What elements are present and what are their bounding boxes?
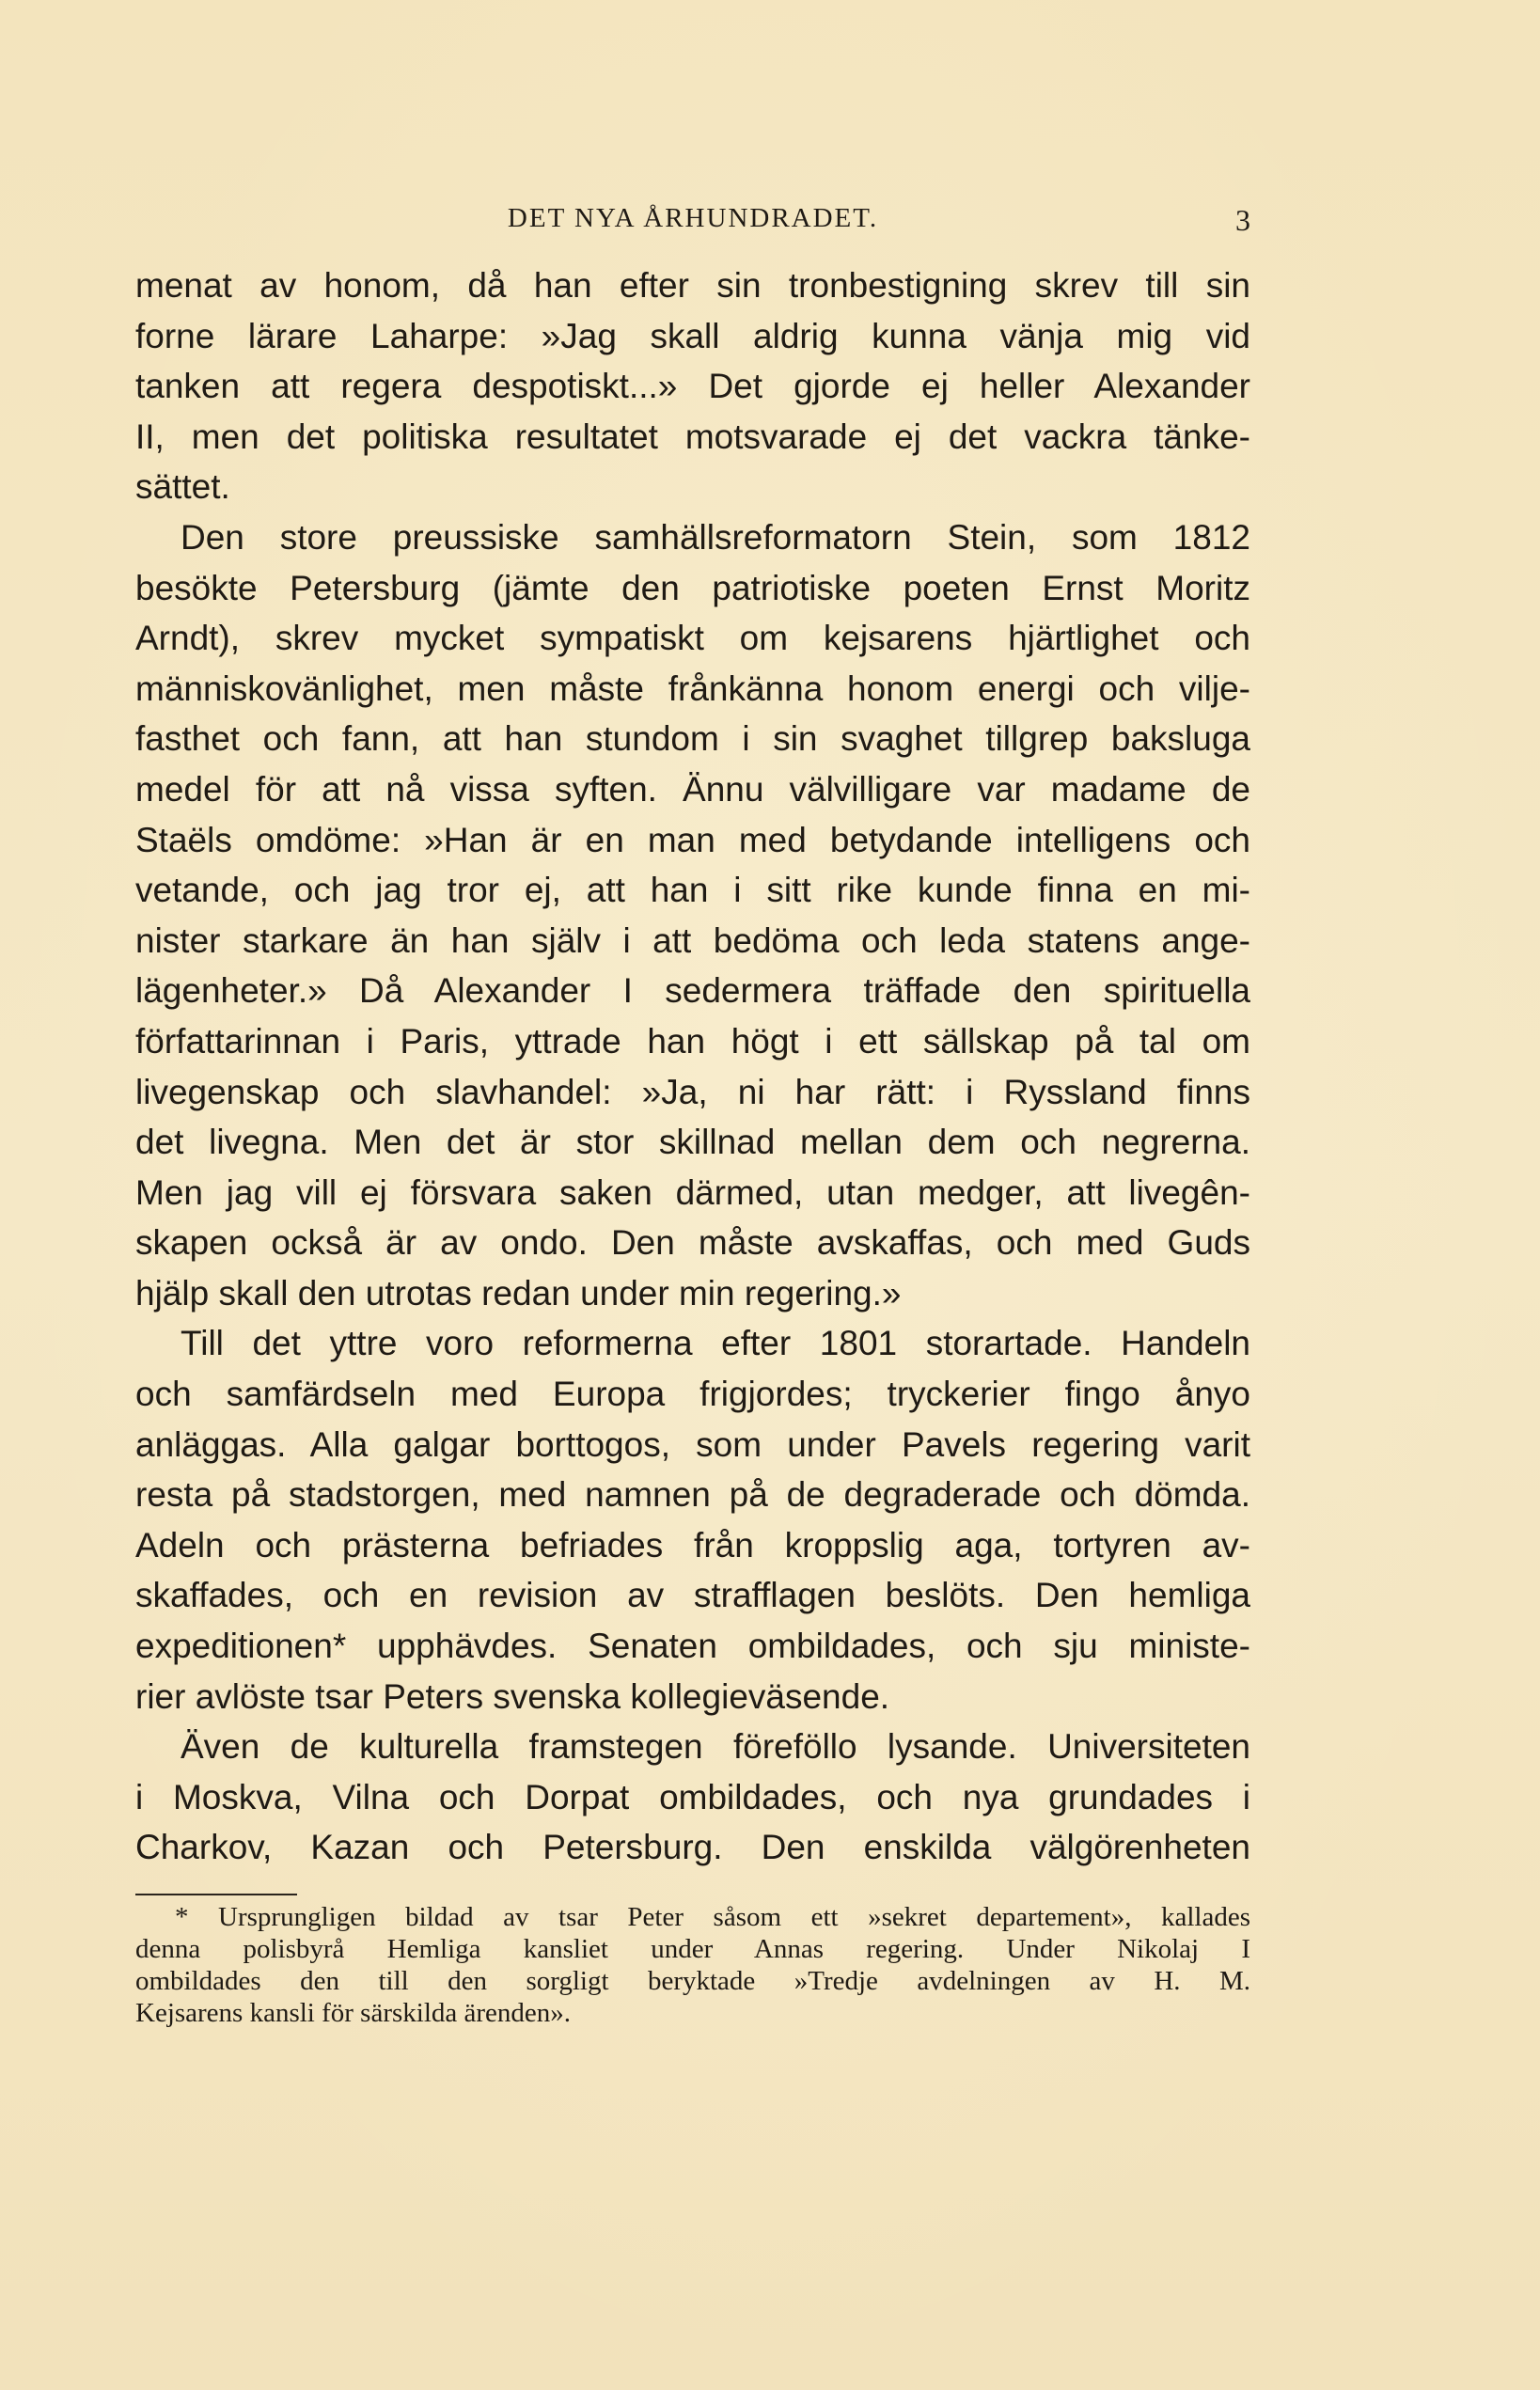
footnote	[135, 1901, 1250, 2029]
text-line: fasthet och fann, att han stundom i sin svaghet tillgrep baksluga	[135, 719, 1250, 759]
text-line: menat av honom, då han efter sin tronbestigning skrev till sin	[135, 266, 1250, 305]
text-line: sättet.	[135, 467, 230, 507]
text-line: II, men det politiska resultatet motsvarade ej det vackra tänke-	[135, 417, 1250, 456]
text-line: författarinnan i Paris, yttrade han högt i ett sällskap på tal om	[135, 1021, 1250, 1061]
text-line: forne lärare Laharpe: »Jag skall aldrig kunna vänja mig vid	[135, 316, 1250, 355]
text-line: Även de kulturella framstegen föreföllo lysande. Universiteten	[181, 1727, 1250, 1767]
text-line: Men jag vill ej försvara saken därmed, utan medger, att livegên-	[135, 1172, 1250, 1212]
page-header	[135, 199, 1250, 237]
text-line: resta på stadstorgen, med namnen på de degraderade och dömda.	[135, 1475, 1250, 1515]
text-line: Arndt), skrev mycket sympatiskt om kejsarens hjärtlighet och	[135, 619, 1250, 658]
text-line: medel för att nå vissa syften. Ännu välvilligare var madame de	[135, 769, 1250, 809]
text-line: tanken att regera despotiskt...» Det gjorde ej heller Alexander	[135, 367, 1250, 406]
text-line: skapen också är av ondo. Den måste avskaffas, och med Guds	[135, 1223, 1250, 1263]
page-number: 3	[1235, 203, 1250, 237]
text-line: nister starkare än han själv i att bedöma och leda statens ange-	[135, 920, 1250, 960]
body-text	[135, 260, 1250, 1873]
text-line: det livegna. Men det är stor skillnad mellan dem och negrerna.	[135, 1123, 1250, 1162]
text-line: anläggas. Alla galgar borttogos, som under Pavels regering varit	[135, 1424, 1250, 1464]
text-line: rier avlöste tsar Peters svenska kollegieväsende.	[135, 1676, 890, 1716]
footnote-line: Kejsarens kansli för särskilda ärenden».	[135, 1998, 572, 2028]
text-line: expeditionen* upphävdes. Senaten ombildades, och sju ministe-	[135, 1627, 1250, 1666]
text-line: Adeln och prästerna befriades från kroppslig aga, tortyren av-	[135, 1525, 1250, 1565]
text-line: i Moskva, Vilna och Dorpat ombildades, och nya grundades i	[135, 1777, 1250, 1816]
text-line: Staëls omdöme: »Han är en man med betydande intelligens och	[135, 820, 1250, 859]
text-line: skaffades, och en revision av strafflagen beslöts. Den hemliga	[135, 1576, 1250, 1615]
text-line: lägenheter.» Då Alexander I sedermera träffade den spirituella	[135, 971, 1250, 1011]
text-line: besökte Petersburg (jämte den patriotiske poeten Ernst Moritz	[135, 568, 1250, 607]
text-line: och samfärdseln med Europa frigjordes; tryckerier fingo ånyo	[135, 1375, 1250, 1414]
text-line: livegenskap och slavhandel: »Ja, ni har rätt: i Ryssland finns	[135, 1072, 1250, 1111]
text-line: hjälp skall den utrotas redan under min regering.»	[135, 1273, 902, 1313]
footnote-line: * Ursprungligen bildad av tsar Peter såsom ett »sekret departement», kallades	[175, 1902, 1250, 1932]
footnote-divider	[135, 1894, 297, 1895]
text-line: vetande, och jag tror ej, att han i sitt rike kunde finna en mi-	[135, 871, 1250, 910]
text-line: Den store preussiske samhällsreformatorn Stein, som 1812	[181, 517, 1250, 557]
footnote-line: denna polisbyrå Hemliga kansliet under Annas regering. Under Nikolaj I	[135, 1934, 1250, 1964]
footnote-line: ombildades den till den sorgligt beryktade »Tredje avdelningen av H. M.	[135, 1966, 1250, 1996]
text-line: Charkov, Kazan och Petersburg. Den enskilda välgörenheten	[135, 1828, 1250, 1867]
text-line: människovänlighet, men måste frånkänna honom energi och vilje-	[135, 668, 1250, 708]
text-line: Till det yttre voro reformerna efter 1801 storartade. Handeln	[181, 1324, 1250, 1363]
running-title: DET NYA ÅRHUNDRADET.	[507, 203, 879, 233]
